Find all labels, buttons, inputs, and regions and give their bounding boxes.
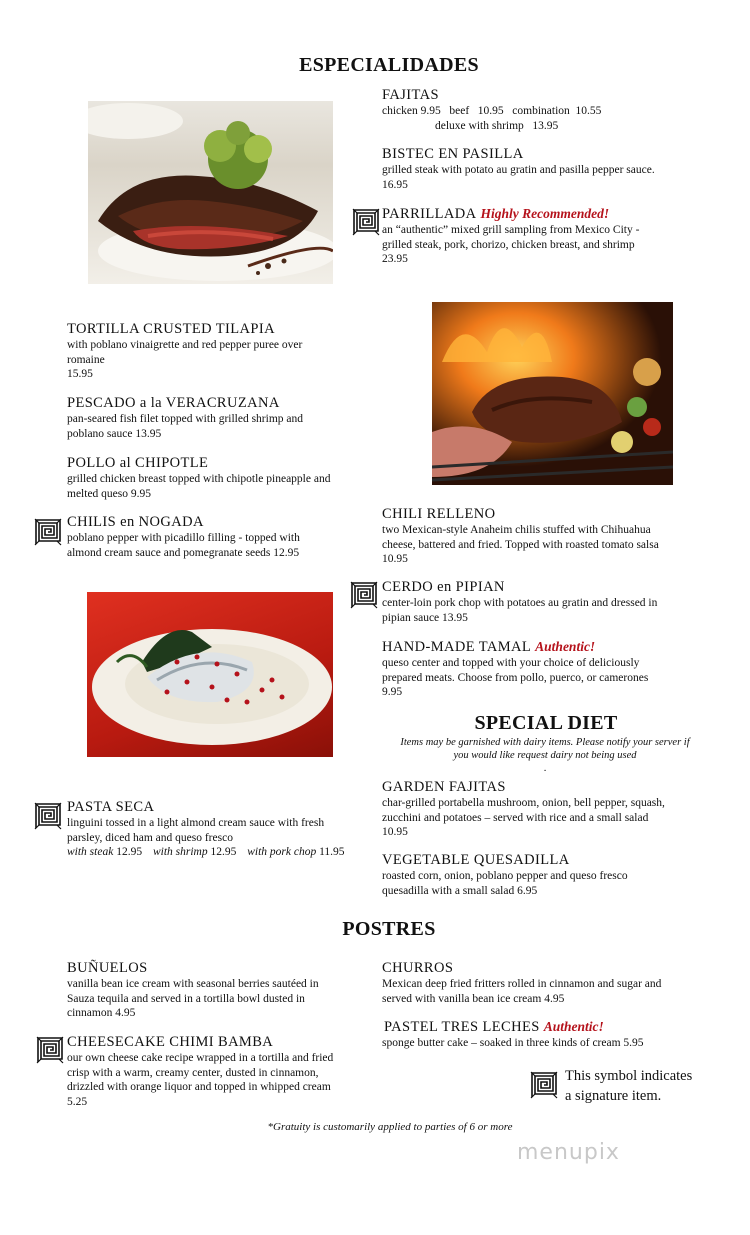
item-price: 23.95 [382, 253, 408, 265]
legend-line: This symbol indicates [565, 1068, 693, 1084]
option-label: with steak [67, 846, 114, 858]
item-description: Sauza tequila and served in a tortilla bowl dusted in [67, 992, 305, 1005]
item-description: queso center and topped with your choice of deliciously [382, 657, 640, 669]
menu-item-bunuelos [67, 960, 367, 1021]
legend-line: a signature item. [565, 1088, 662, 1104]
item-name: BISTEC EN PASILLA [382, 146, 524, 162]
item-description: roasted corn, onion, poblano pepper and queso fresco [382, 870, 628, 882]
menu-item-garden-fajitas [382, 779, 747, 840]
signature-icon [529, 1070, 559, 1100]
item-description: cinnamon 4.95 [67, 1007, 136, 1019]
menu-item-cheesecake-chimi-bamba [67, 1034, 372, 1109]
item-price: 10.95 [382, 826, 408, 838]
section-title-special-diet: SPECIAL DIET [474, 712, 618, 734]
highlight-tag: Authentic! [535, 639, 596, 654]
item-description: crisp with a warm, creamy center, dusted in cinnamon, [67, 1066, 319, 1079]
menu-item-fajitas [382, 87, 742, 133]
menu-item-pasta-seca [67, 799, 367, 860]
item-name: FAJITAS [382, 87, 439, 103]
item-options [67, 845, 367, 860]
item-description: almond cream sauce and pomegranate seeds 12.95 [67, 546, 300, 559]
item-price: 9.95 [382, 686, 403, 698]
item-description: sponge butter cake – soaked in three kinds of cream 5.95 [382, 1037, 644, 1049]
item-description: pan-seared fish filet topped with grilled shrimp and [67, 413, 304, 425]
diet-note-line: you would like request dairy not being used [453, 750, 637, 761]
menu-item-vegetable-quesadilla [382, 852, 747, 898]
item-description: two Mexican-style Anaheim chilis stuffed with Chihuahua [382, 524, 651, 536]
menu-item-pastel-tres-leches [382, 1019, 747, 1051]
item-price: 15.95 [67, 368, 93, 380]
signature-legend [565, 1066, 745, 1106]
signature-icon [33, 517, 63, 547]
option-label: with pork chop [247, 846, 317, 858]
item-prices-deluxe: deluxe with shrimp 13.95 [435, 119, 559, 132]
item-description: char-grilled portabella mushroom, onion, bell pepper, squash, [382, 797, 665, 809]
menu-item-chili-relleno [382, 506, 747, 567]
item-name: POLLO al CHIPOTLE [67, 455, 209, 471]
item-description: with poblano vinaigrette and red pepper puree over [67, 339, 303, 351]
chili-nogada-photo [87, 592, 333, 757]
item-price: 5.25 [67, 1095, 88, 1108]
item-name: PESCADO a la VERACRUZANA [67, 395, 280, 411]
item-description: melted queso 9.95 [67, 487, 151, 500]
item-description: prepared meats. Choose from pollo, puerco, or camerones [382, 671, 649, 684]
item-prices: chicken 9.95 beef 10.95 combination 10.55 [382, 105, 602, 117]
item-name: PARRILLADA [382, 206, 477, 222]
item-name: CHILIS en NOGADA [67, 514, 204, 530]
menu-item-cerdo [382, 579, 747, 625]
item-description: grilled chicken breast topped with chipotle pineapple and [67, 473, 331, 485]
item-description: zucchini and potatoes – served with rice and a small salad [382, 811, 649, 824]
item-description: linguini tossed in a light almond cream sauce with fresh [67, 817, 325, 829]
item-name: HAND-MADE TAMAL [382, 639, 532, 655]
item-price: 10.95 [382, 553, 408, 565]
diet-note-line: . [543, 763, 547, 774]
item-description: poblano pepper with picadillo filling - topped with [67, 532, 300, 544]
item-name: PASTEL TRES LECHES [384, 1019, 540, 1035]
item-description: drizzled with orange liquor and topped in whipped cream [67, 1081, 331, 1093]
item-description: grilled steak, pork, chorizo, chicken breast, and shrimp [382, 238, 635, 251]
signature-icon [33, 801, 63, 831]
menu-item-tilapia [67, 321, 362, 382]
menu-item-bistec [382, 146, 742, 192]
menu-item-parrillada [382, 206, 742, 267]
option-price: 12.95 [116, 846, 143, 858]
menu-item-churros [382, 960, 747, 1006]
item-description: Mexican deep fried fritters rolled in cinnamon and sugar and [382, 978, 662, 990]
diet-note-line: Items may be garnished with dairy items. Please notify your server if [400, 737, 690, 748]
signature-icon [35, 1035, 65, 1065]
item-description: quesadilla with a small salad 6.95 [382, 884, 538, 897]
item-description: an “authentic” mixed grill sampling from Mexico City - [382, 224, 640, 236]
item-description: center-loin pork chop with potatoes au gratin and dressed in [382, 597, 658, 609]
option-label: with shrimp [152, 846, 208, 858]
item-description: poblano sauce 13.95 [67, 427, 162, 440]
gratuity-note: *Gratuity is customarily applied to parties of 6 or more [267, 1121, 513, 1133]
item-description: cheese, battered and fried. Topped with roasted tomato salsa [382, 538, 659, 551]
item-name: PASTA SECA [67, 799, 155, 815]
diet-note [375, 736, 715, 775]
item-name: VEGETABLE QUESADILLA [382, 852, 570, 868]
item-description: vanilla bean ice cream with seasonal berries sautéed in [67, 978, 319, 990]
item-name: BUÑUELOS [67, 960, 148, 976]
item-description: pipian sauce 13.95 [382, 611, 468, 624]
item-name: CERDO en PIPIAN [382, 579, 505, 595]
item-description: romaine [67, 353, 105, 366]
item-name: CHILI RELLENO [382, 506, 496, 522]
menu-item-tamal [382, 639, 747, 700]
section-title-postres: POSTRES [342, 918, 436, 940]
item-description: grilled steak with potato au gratin and pasilla pepper sauce. [382, 164, 655, 176]
item-description: our own cheese cake recipe wrapped in a tortilla and fried [67, 1052, 334, 1064]
item-description: parsley, diced ham and queso fresco [67, 831, 233, 844]
section-title-especialidades: ESPECIALIDADES [299, 54, 479, 76]
item-name: CHURROS [382, 960, 454, 976]
option-price: 12.95 [210, 846, 237, 858]
item-price: 16.95 [382, 178, 408, 191]
option-price: 11.95 [319, 846, 345, 858]
menu-item-pollo [67, 455, 367, 501]
highlight-tag: Authentic! [543, 1019, 604, 1034]
menu-item-veracruzana [67, 395, 362, 441]
menu-item-nogada [67, 514, 367, 560]
item-name: CHEESECAKE CHIMI BAMBA [67, 1034, 274, 1050]
item-name: TORTILLA CRUSTED TILAPIA [67, 321, 275, 337]
item-name: GARDEN FAJITAS [382, 779, 506, 795]
signature-icon [351, 207, 381, 237]
signature-icon [349, 580, 379, 610]
highlight-tag: Highly Recommended! [480, 206, 610, 221]
watermark: menupix [517, 1140, 620, 1165]
steak-dish-photo [88, 101, 333, 284]
grill-photo [432, 302, 673, 485]
item-description: served with vanilla bean ice cream 4.95 [382, 992, 565, 1005]
